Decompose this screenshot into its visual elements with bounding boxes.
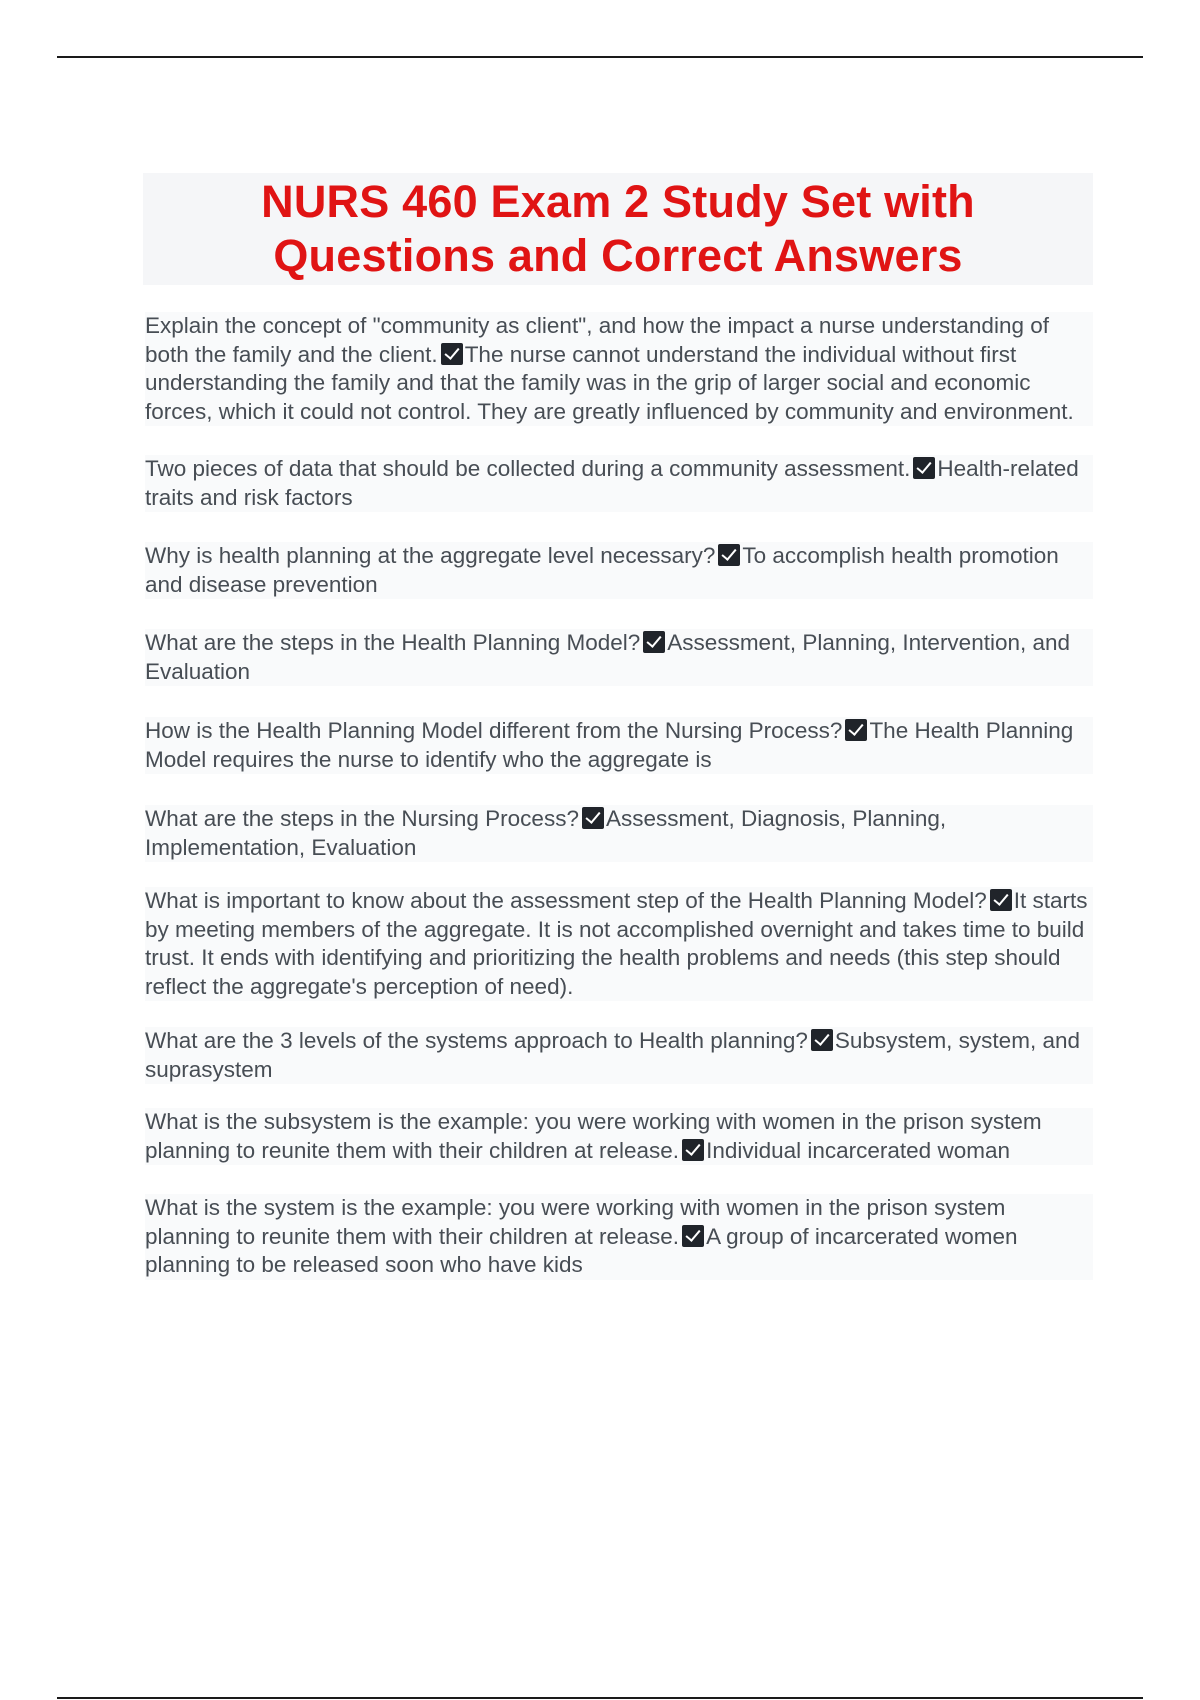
question-text: What is the system is the example: you were working with women in the prison system planning to reunite them with their children at release. [145, 1195, 1006, 1249]
qa-item [145, 312, 1093, 426]
answer-text: It starts by meeting members of the aggregate. It is not accomplished overnight and takes time to build trust. It ends with identifying and prioritizing the health problems and needs (this step should reflect the aggregate's perception of need). [145, 888, 1088, 999]
qa-item [145, 717, 1093, 774]
qa-item [145, 542, 1093, 599]
check-box-icon [682, 1225, 704, 1247]
answer-text: To accomplish health promotion and disease prevention [145, 543, 1059, 597]
check-box-icon [718, 544, 740, 566]
answer-text: Assessment, Planning, Intervention, and Evaluation [145, 630, 1071, 684]
question-text: Why is health planning at the aggregate level necessary? [145, 543, 716, 568]
qa-item [145, 887, 1093, 1001]
answer-text: Subsystem, system, and suprasystem [145, 1028, 1080, 1082]
qa-item [145, 805, 1093, 862]
qa-item [145, 1027, 1093, 1084]
qa-item [145, 455, 1093, 512]
qa-list [145, 312, 1093, 1280]
check-box-icon [682, 1139, 704, 1161]
question-text: Explain the concept of "community as client", and how the impact a nurse understanding of both the family and the client. [145, 313, 1049, 367]
question-text: What are the steps in the Health Planning Model? [145, 630, 641, 655]
check-box-icon [643, 631, 665, 653]
qa-item [145, 1108, 1093, 1165]
document-title [261, 175, 975, 283]
question-text: What is the subsystem is the example: you were working with women in the prison system planning to reunite them with their children at release. [145, 1109, 1042, 1163]
title-banner [143, 173, 1093, 285]
answer-text: Individual incarcerated woman [706, 1137, 1010, 1163]
check-box-icon [811, 1029, 833, 1051]
answer-text: Assessment, Diagnosis, Planning, Implementation, Evaluation [145, 806, 947, 860]
check-box-icon [845, 719, 867, 741]
top-rule [57, 56, 1143, 58]
check-box-icon [582, 807, 604, 829]
qa-item [145, 1194, 1093, 1280]
title-line-2: Questions and Correct Answers [273, 230, 963, 281]
question-text: What is important to know about the assessment step of the Health Planning Model? [145, 888, 987, 913]
question-text: What are the 3 levels of the systems approach to Health planning? [145, 1028, 808, 1053]
answer-text: A group of incarcerated women planning to be released soon who have kids [145, 1223, 1018, 1277]
qa-item [145, 629, 1093, 686]
bottom-rule [57, 1697, 1143, 1699]
title-line-1: NURS 460 Exam 2 Study Set with [261, 176, 975, 227]
question-text: Two pieces of data that should be collected during a community assessment. [145, 456, 911, 481]
answer-text: The Health Planning Model requires the nurse to identify who the aggregate is [145, 718, 1074, 772]
question-text: How is the Health Planning Model different from the Nursing Process? [145, 718, 843, 743]
check-box-icon [913, 457, 935, 479]
check-box-icon [441, 343, 463, 365]
answer-text: The nurse cannot understand the individual without first understanding the family and that the family was in the grip of larger social and economic forces, which it could not control. They are greatly influenced by community and environment. [145, 341, 1074, 424]
question-text: What are the steps in the Nursing Process? [145, 806, 579, 831]
answer-text: Health-related traits and risk factors [145, 456, 1079, 510]
check-box-icon [990, 889, 1012, 911]
